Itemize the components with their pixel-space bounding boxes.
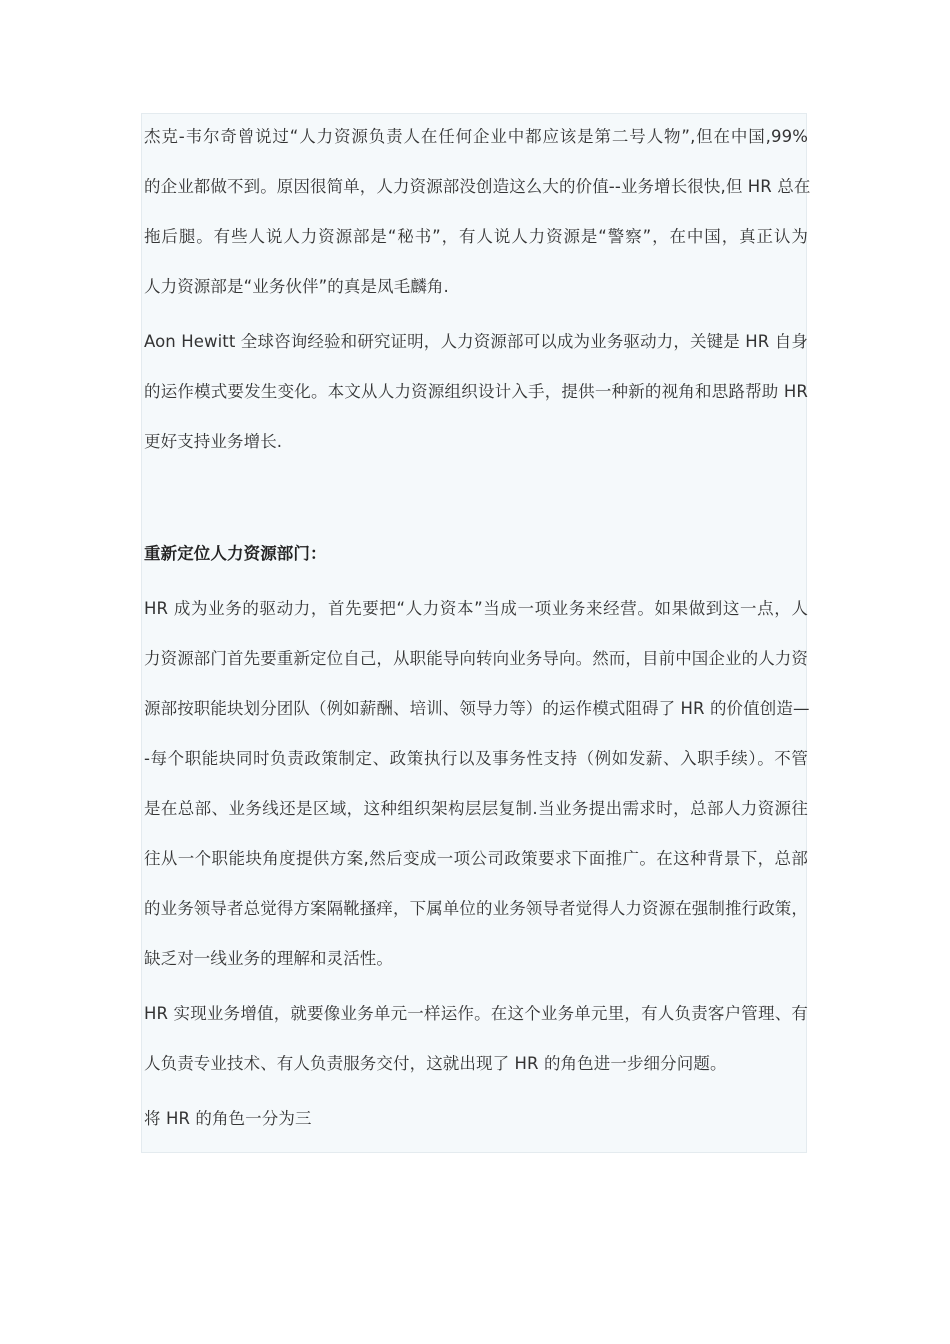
section-heading: 重新定位人力资源部门：	[144, 544, 327, 563]
paragraph-3-line-6: 往从一个职能块角度提供方案,然后变成一项公司政策要求下面推广。在这种背景下，总部	[144, 849, 808, 868]
paragraph-3-line-1: HR 成为业务的驱动力，首先要把“人力资本”当成一项业务来经营。如果做到这一点，人	[144, 599, 808, 618]
paragraph-3-line-4: -每个职能块同时负责政策制定、政策执行以及事务性支持（例如发薪、入职手续）。不管	[144, 749, 808, 768]
paragraph-2-line-1: Aon Hewitt 全球咨询经验和研究证明，人力资源部可以成为业务驱动力，关键是 HR 自身	[144, 332, 808, 351]
paragraph-3-line-7: 的业务领导者总觉得方案隔靴搔痒，下属单位的业务领导者觉得人力资源在强制推行政策，	[144, 899, 808, 918]
paragraph-1-line-4: 人力资源部是“业务伙伴”的真是凤毛麟角.	[144, 277, 449, 296]
paragraph-3-line-3: 源部按职能块划分团队（例如薪酬、培训、领导力等）的运作模式阻碍了 HR 的价值创造—	[144, 699, 810, 718]
paragraph-3-line-8: 缺乏对一线业务的理解和灵活性。	[144, 949, 393, 968]
paragraph-2-line-2: 的运作模式要发生变化。本文从人力资源组织设计入手，提供一种新的视角和思路帮助 HR	[144, 382, 808, 401]
paragraph-2-line-3: 更好支持业务增长.	[144, 432, 283, 451]
paragraph-3-line-2: 力资源部门首先要重新定位自己，从职能导向转向业务导向。然而，目前中国企业的人力资	[144, 649, 808, 668]
paragraph-4-line-2: 人负责专业技术、有人负责服务交付，这就出现了 HR 的角色进一步细分问题。	[144, 1054, 727, 1073]
paragraph-1-line-1: 杰克-韦尔奇曾说过“人力资源负责人在任何企业中都应该是第二号人物”,但在中国,99%	[144, 127, 808, 146]
paragraph-3-line-5: 是在总部、业务线还是区域，这种组织架构层层复制.当业务提出需求时，总部人力资源往	[144, 799, 808, 818]
article-panel	[141, 113, 811, 1153]
paragraph-1-line-2: 的企业都做不到。原因很简单，人力资源部没创造这么大的价值--业务增长很快,但 HR 总在	[144, 177, 811, 196]
paragraph-1-line-3: 拖后腿。有些人说人力资源部是“秘书”，有人说人力资源是“警察”，在中国，真正认为	[144, 227, 808, 246]
paragraph-4-line-1: HR 实现业务增值，就要像业务单元一样运作。在这个业务单元里，有人负责客户管理、有	[144, 1004, 808, 1023]
paragraph-5-line-1: 将 HR 的角色一分为三	[144, 1109, 312, 1128]
